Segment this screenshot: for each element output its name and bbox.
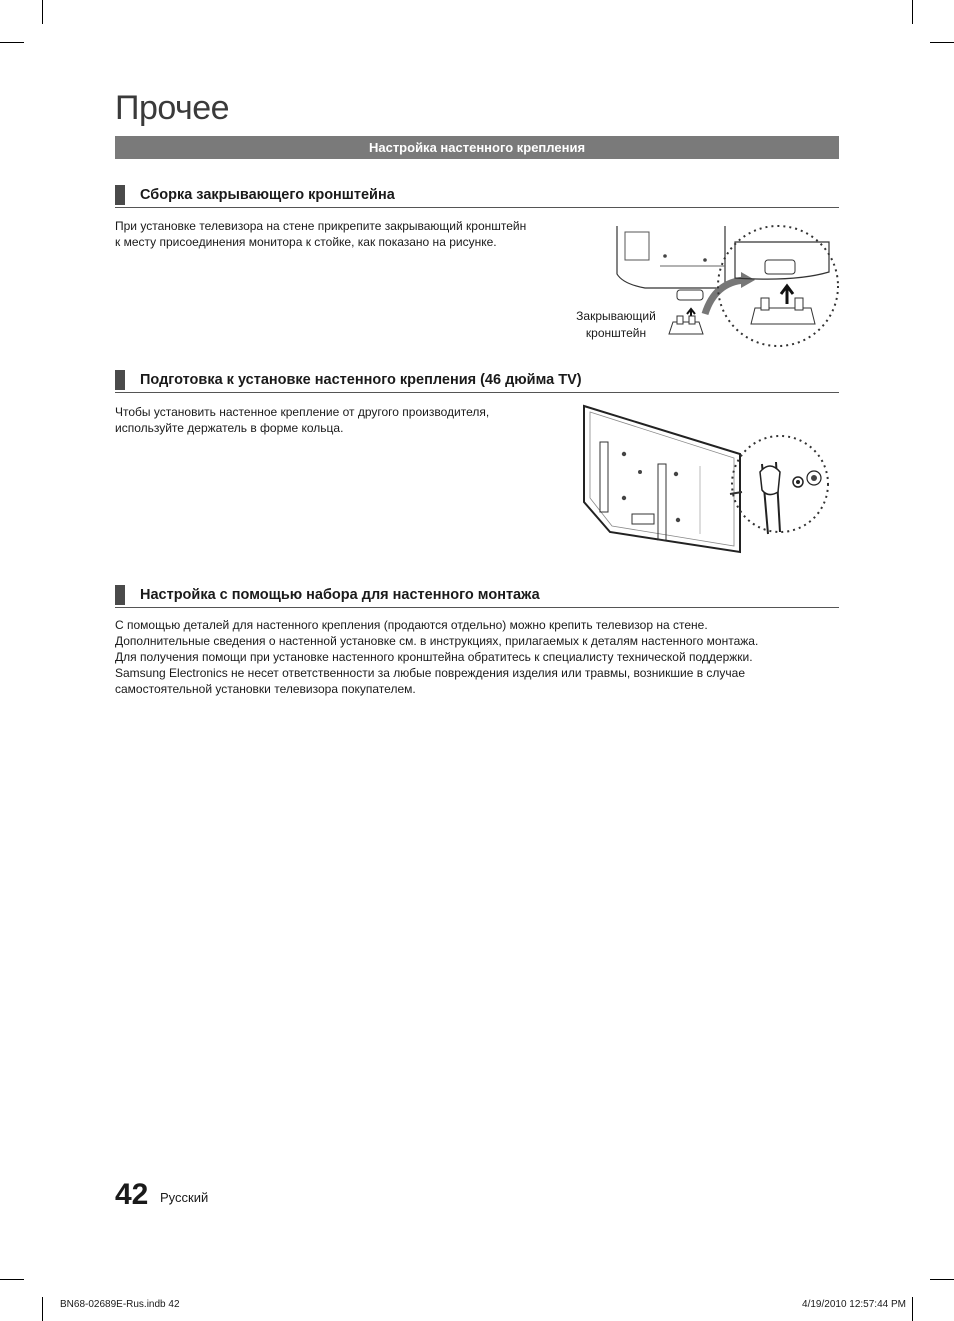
page-language: Русский bbox=[160, 1190, 209, 1205]
section-banner: Настройка настенного крепления bbox=[115, 136, 839, 159]
text-line: Дополнительные сведения о настенной установке см. в инструкциях, прилагаемых к деталям настенного монтажа. bbox=[115, 634, 759, 648]
section-text bbox=[115, 218, 526, 250]
section-text bbox=[115, 617, 758, 697]
figure-caption bbox=[566, 308, 666, 342]
section-heading-cover-bracket bbox=[115, 185, 839, 208]
crop-mark bbox=[0, 1279, 24, 1280]
heading-marker bbox=[115, 585, 125, 605]
caption-line: Закрывающий bbox=[576, 309, 656, 323]
section-heading-wall-mount-kit bbox=[115, 585, 839, 608]
text-line: к месту присоединения монитора к стойке, как показано на рисунке. bbox=[115, 235, 497, 249]
text-line: самостоятельной установки телевизора покупателем. bbox=[115, 682, 416, 696]
section-title: Сборка закрывающего кронштейна bbox=[140, 187, 395, 203]
text-line: Samsung Electronics не несет ответственности за любые повреждения изделия или травмы, возникшие в случае bbox=[115, 666, 746, 680]
page-number: 42 bbox=[115, 1178, 149, 1211]
footer-file: BN68-02689E-Rus.indb 42 bbox=[60, 1299, 180, 1310]
crop-mark bbox=[930, 1279, 954, 1280]
text-line: Чтобы установить настенное крепление от другого производителя, bbox=[115, 405, 490, 419]
section-title: Настройка с помощью набора для настенного монтажа bbox=[140, 587, 540, 603]
footer-timestamp: 4/19/2010 12:57:44 PM bbox=[802, 1299, 906, 1310]
ring-holder-figure bbox=[580, 402, 830, 560]
text-line: используйте держатель в форме кольца. bbox=[115, 421, 344, 435]
text-line: Для получения помощи при установке настенного кронштейна обратитесь к специалисту технической поддержки. bbox=[115, 650, 753, 664]
chapter-title: Прочее bbox=[115, 89, 230, 127]
section-title: Подготовка к установке настенного крепления (46 дюйма TV) bbox=[140, 372, 582, 388]
section-text bbox=[115, 404, 489, 436]
text-line: При установке телевизора на стене прикрепите закрывающий кронштейн bbox=[115, 219, 527, 233]
caption-line: кронштейн bbox=[585, 326, 647, 340]
text-line: С помощью деталей для настенного крепления (продаются отдельно) можно крепить телевизор на стене. bbox=[115, 618, 708, 632]
crop-mark bbox=[912, 0, 913, 24]
crop-mark bbox=[930, 42, 954, 43]
section-heading-wall-mount-prep bbox=[115, 370, 839, 393]
heading-marker bbox=[115, 370, 125, 390]
heading-marker bbox=[115, 185, 125, 205]
crop-mark bbox=[42, 1297, 43, 1321]
crop-mark bbox=[0, 42, 24, 43]
crop-mark bbox=[912, 1297, 913, 1321]
crop-mark bbox=[42, 0, 43, 24]
